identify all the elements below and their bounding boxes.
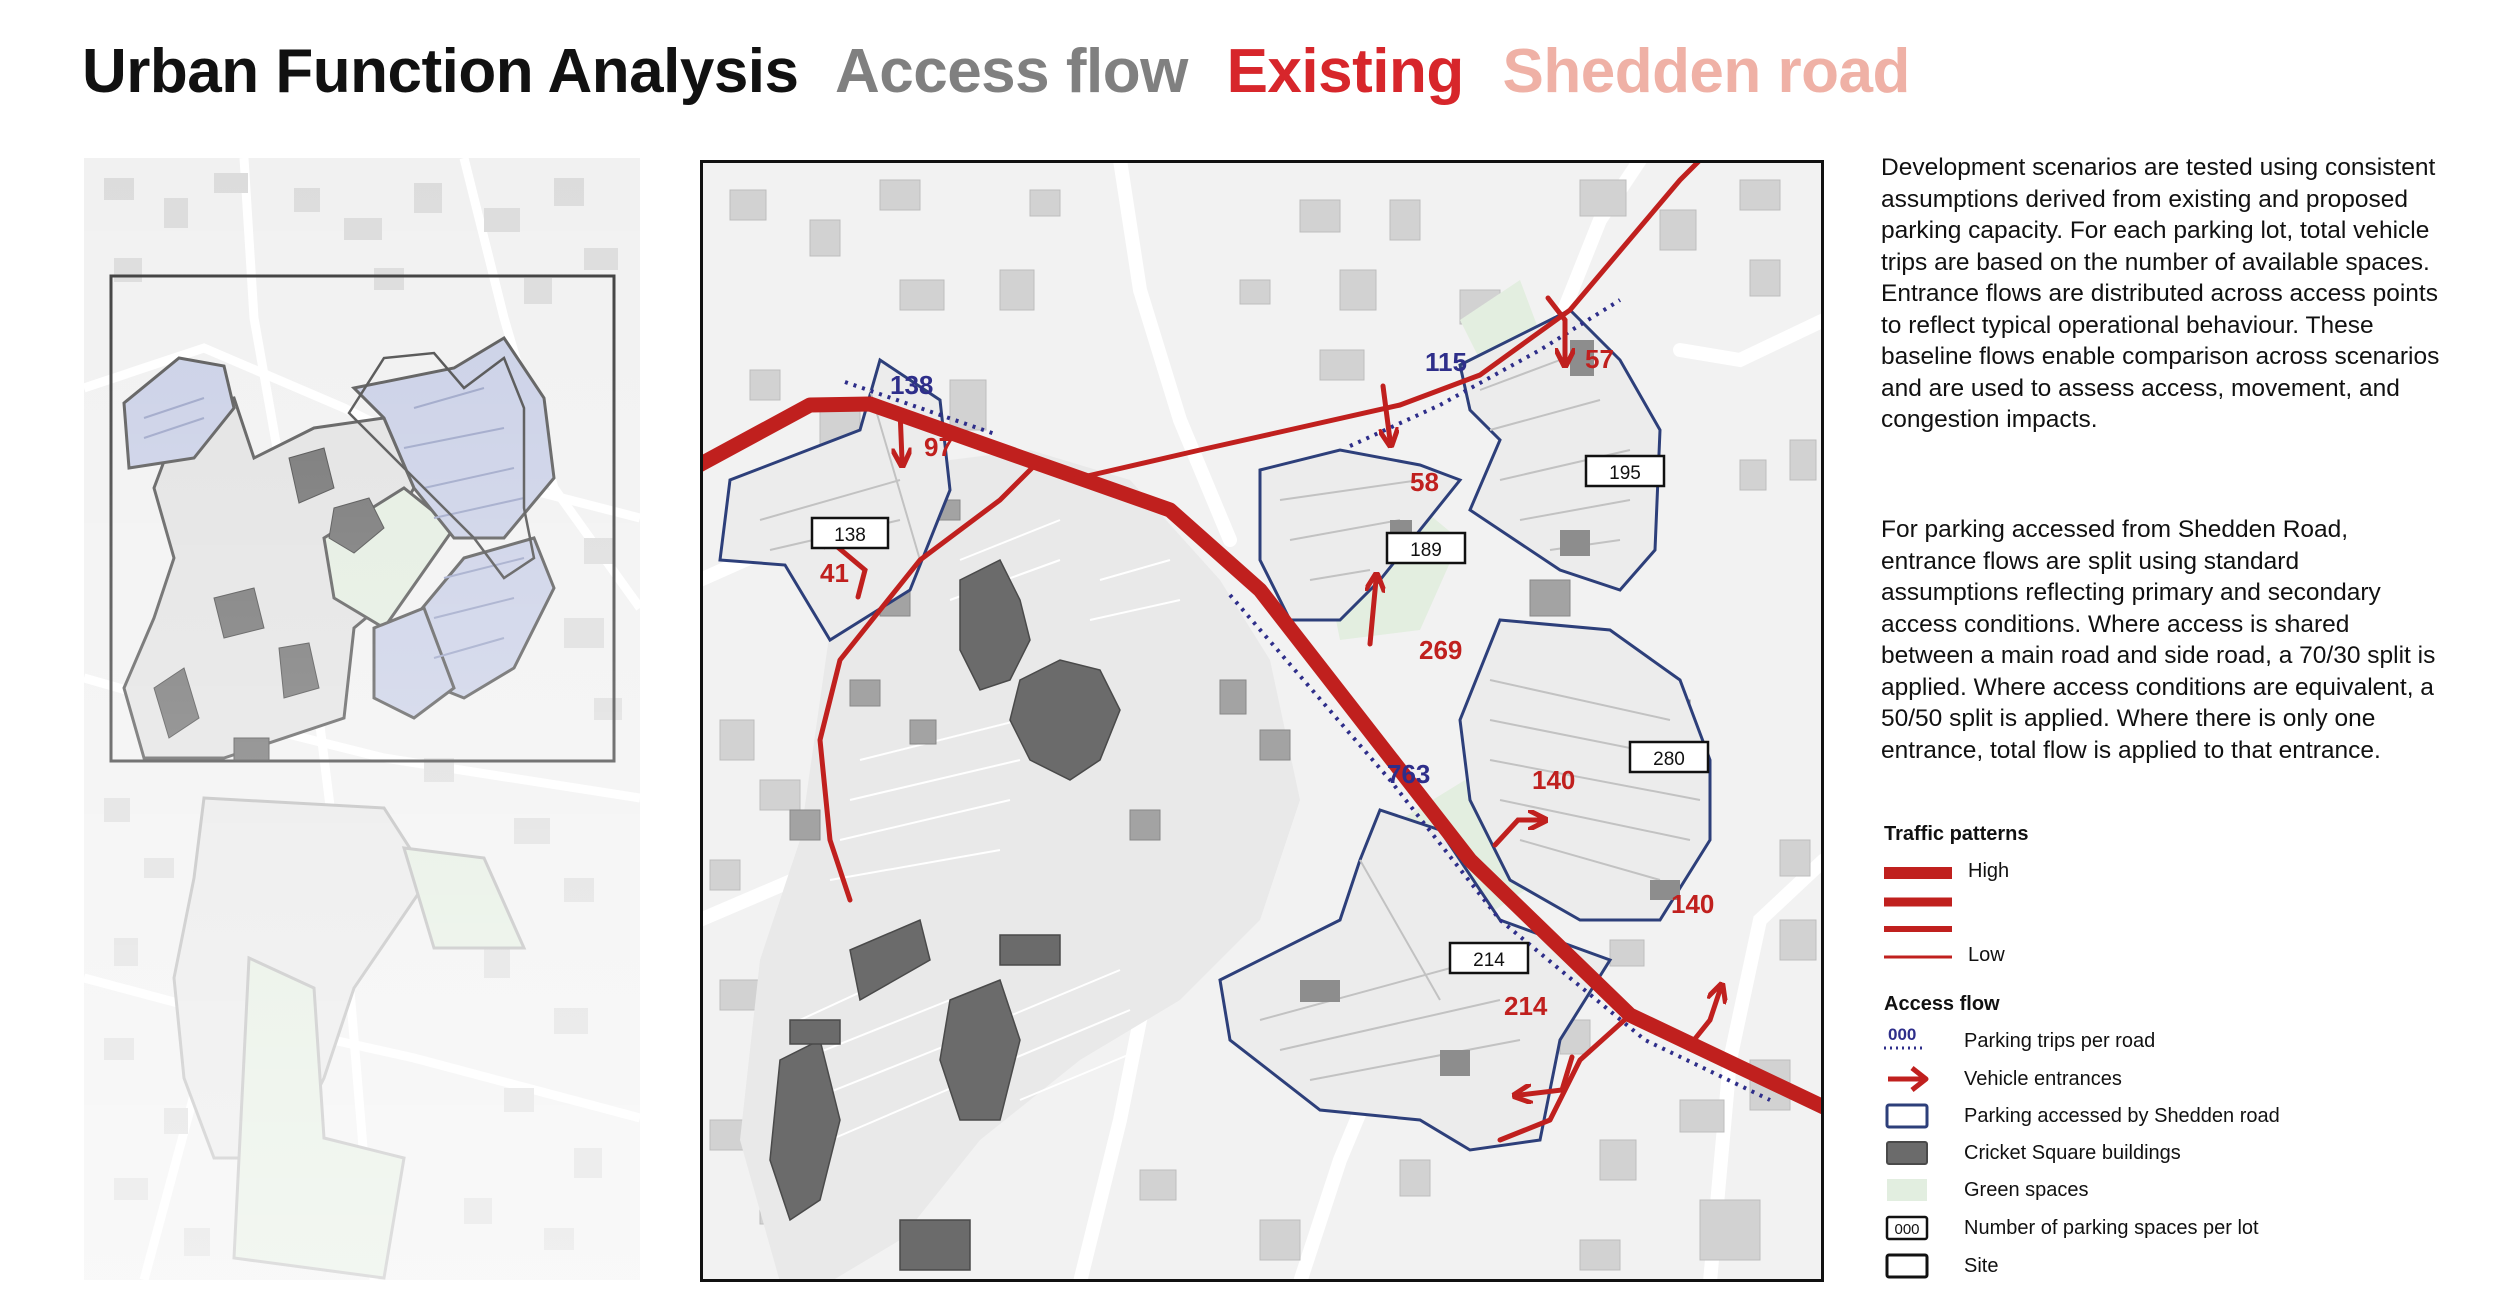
description-paragraph-2: For parking accessed from Shedden Road, entrance flows are split using standard assumptions reflecting primary and secondary access conditions. Where access is shared between a main road and side road, a 70/30 split is applied. Where access conditions are equivalent, a 50/50 split is applied. Where there is only one entrance, total flow is applied to that entrance. [1881,516,2436,764]
legend-label-parking-spaces: Number of parking spaces per lot [1964,1217,2259,1239]
space-label-138: 138 [834,525,866,546]
legend-label-parking-trips: Parking trips per road [1964,1030,2156,1052]
space-box-280 [1630,742,1708,772]
space-label-214: 214 [1473,950,1505,971]
legend-label-site: Site [1964,1255,1999,1277]
overview-fade [84,158,640,1280]
legend-traffic-low [1884,940,2444,974]
description-paragraph-1: Development scenarios are tested using consistent assumptions derived from existing and proposed parking capacity. For each parking lot, total vehicle trips are based on the number of available spaces. Entrance flows are distributed across access points to reflect typical operational behaviour. These baseline flows enable comparison across scenarios and are used to assess access, movement, and congestion impacts. [1881,154,2440,433]
entrance-label-140b: 140 [1671,889,1715,919]
main-map [700,160,1824,1282]
legend-traffic-title: Traffic patterns [1884,823,2029,845]
legend-green-spaces [1884,1173,2444,1207]
title-main: Urban Function Analysis [82,37,799,106]
space-label-189: 189 [1410,540,1442,561]
building-f [1000,935,1060,965]
parking-trips-symbol-text: 000 [1888,1025,1917,1044]
overview-map [84,158,640,1280]
trip-label-north-west: 138 [890,370,934,400]
space-label-195: 195 [1609,463,1641,484]
legend-access-title: Access flow [1884,993,2000,1015]
legend-cricket-buildings [1884,1136,2444,1170]
entrance-label-41: 41 [820,558,849,588]
legend-parking-trips [1884,1024,2444,1058]
building-h [790,1020,840,1044]
trip-label-north-east: 115 [1425,347,1467,377]
vehicle-entrance-arrow-icon [1884,1062,1954,1096]
legend-label-cricket-buildings: Cricket Square buildings [1964,1142,2181,1164]
parking-trips-symbol [1884,1024,1954,1058]
legend-label-high: High [1968,860,2010,882]
legend-label-low: Low [1968,944,2005,966]
title-access-flow: Access flow [834,37,1188,106]
legend-parking-shedden [1884,1099,2444,1133]
space-box-189 [1387,533,1465,563]
space-label-280: 280 [1653,749,1685,770]
space-box-138 [812,518,888,548]
legend-site [1884,1249,2444,1283]
entrance-label-214: 214 [1504,991,1548,1021]
site-symbol [1884,1249,1954,1283]
parking-shedden-symbol [1884,1099,1954,1133]
parking-spaces-symbol [1884,1211,1954,1245]
space-box-195 [1586,456,1664,486]
green-spaces-symbol [1884,1173,1954,1207]
legend-parking-spaces [1884,1211,2444,1245]
legend-label-green-spaces: Green spaces [1964,1179,2089,1201]
entrance-label-140a: 140 [1532,765,1576,795]
entrance-label-58: 58 [1410,467,1439,497]
title-shedden-road: Shedden road [1502,37,1910,106]
entrance-label-57: 57 [1585,344,1614,374]
arrow-97 [900,410,902,460]
parking-spaces-symbol-text: 000 [1894,1221,1920,1238]
legend-vehicle-entrances [1884,1062,2444,1096]
space-box-214 [1450,943,1528,973]
traffic-low-symbol [1884,940,1954,974]
cricket-buildings-symbol [1884,1136,1954,1170]
trip-label-shedden: 763 [1387,759,1431,789]
legend-label-parking-shedden: Parking accessed by Shedden road [1964,1105,2280,1127]
building-g [900,1220,970,1270]
page-title [82,36,1932,107]
legend-label-vehicle-entrances: Vehicle entrances [1964,1068,2122,1090]
entrance-label-269: 269 [1419,635,1463,665]
entrance-label-97: 97 [924,432,953,462]
title-existing: Existing [1226,37,1464,106]
